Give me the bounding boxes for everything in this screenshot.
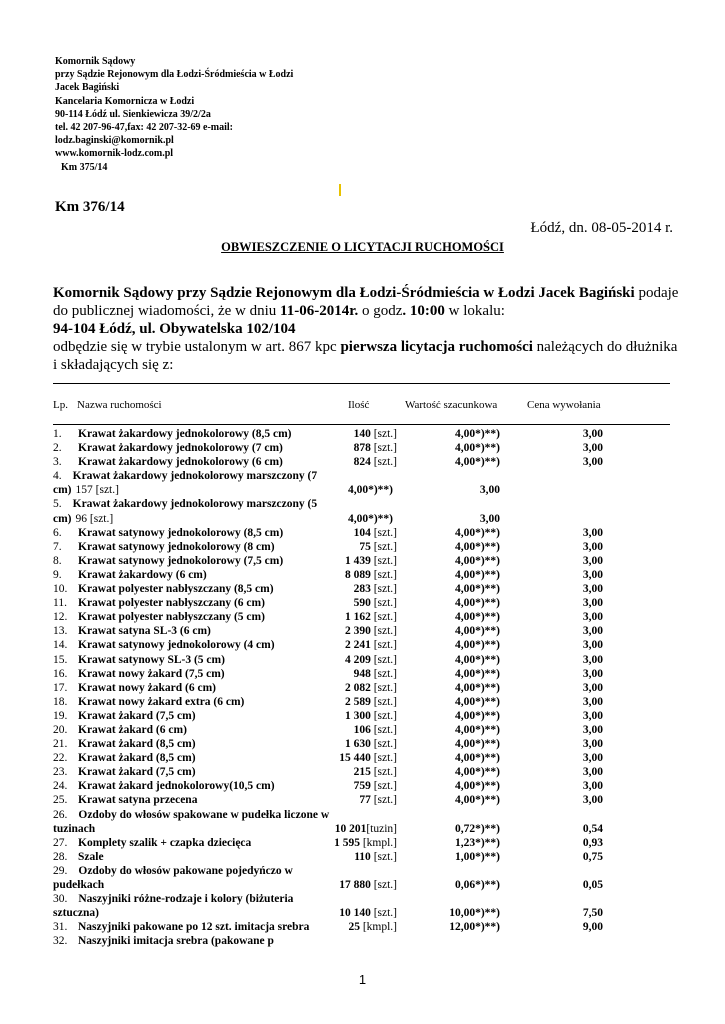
cell-qty: 25 [kmpl.]: [348, 921, 397, 934]
header-case-number: Km 375/14: [61, 161, 108, 173]
cell-name: Krawat satyna przecena: [78, 794, 198, 807]
cell-name-line-1: 29. Ozdoby do włosów pakowane pojedyńczo w: [53, 864, 293, 877]
intro-text-1: [53, 284, 683, 320]
table-row: [0, 596, 725, 610]
cell-name: Krawat satynowy jednokolorowy (7,5 cm): [78, 554, 284, 567]
cell-lp: 6.: [53, 526, 62, 539]
cell-qty: 1 162 [szt.]: [344, 611, 397, 624]
intro-paragraph: [53, 284, 683, 374]
cell-qty: 759 [szt.]: [353, 780, 397, 793]
cell-price: 3,00: [582, 625, 603, 638]
cell-name: Krawat satyna SL-3 (6 cm): [78, 625, 211, 638]
cell-price: 3,00: [582, 442, 603, 455]
col-name: Nazwa ruchomości: [77, 399, 162, 411]
cell-name: Naszyjniki imitacja srebra (pakowane p: [78, 935, 274, 948]
header-line: przy Sądzie Rejonowym dla Łodzi-Śródmieścia w Łodzi: [55, 69, 294, 81]
cell-price: 3,00: [582, 456, 603, 469]
table-row: [0, 709, 725, 723]
cell-price: 3,00: [582, 667, 603, 680]
cell-qty: 1 630 [szt.]: [344, 738, 397, 751]
cell-name: Krawat nowy żakard extra (6 cm): [78, 695, 245, 708]
cell-price: 3,00: [582, 568, 603, 581]
cell-name: Krawat polyester nabłyszczany (8,5 cm): [78, 583, 274, 596]
cell-value: 4,00*)**): [454, 667, 500, 680]
cell-qty: 104 [szt.]: [353, 526, 397, 539]
table-row: [0, 892, 725, 920]
cell-value: 4,00*)**): [454, 709, 500, 722]
cell-name: Krawat żakard (8,5 cm): [78, 752, 196, 765]
cell-value: 4,00*)**): [454, 780, 500, 793]
cell-price: 3,00: [582, 597, 603, 610]
intro-text-2: [53, 338, 683, 374]
cell-qty: 2 589 [szt.]: [344, 695, 397, 708]
cell-name: Krawat nowy żakard (6 cm): [78, 681, 216, 694]
cell-value: 0,72*)**): [454, 822, 500, 835]
table-row: [0, 554, 725, 568]
cell-price: 3,00: [582, 709, 603, 722]
table-row: [0, 469, 725, 497]
cell-price: 3,00: [582, 723, 603, 736]
cell-value: 4,00*)**): [454, 611, 500, 624]
cell-price: 3,00: [582, 540, 603, 553]
date-line: Łódź, dn. 08-05-2014 r.: [530, 220, 673, 236]
intro-span: w lokalu:: [444, 303, 505, 319]
cell-qty: 824 [szt.]: [353, 456, 397, 469]
table-row: [0, 836, 725, 850]
cell-name-line-2: pudełkach: [53, 879, 105, 891]
cell-value: 4,00*)**): [454, 428, 500, 440]
table-row: [0, 568, 725, 582]
page-number: 1: [358, 972, 367, 987]
cell-qty: 17 880 [szt.]: [339, 879, 397, 891]
cell-lp: 21.: [53, 738, 68, 751]
table-row: [0, 667, 725, 681]
divider: [53, 383, 670, 384]
cell-lp: 17.: [53, 681, 68, 694]
cell-name-line-1: 30. Naszyjniki różne-rodzaje i kolory (biżuteria: [53, 893, 294, 906]
table-row: [0, 934, 725, 948]
cell-value: 4,00*)**): [454, 456, 500, 469]
col-value: Wartość szacunkowa: [405, 399, 498, 411]
cell-value: 1,23*)**): [454, 836, 500, 849]
cell-value: 4,00*)**): [454, 526, 500, 539]
cell-value: 4,00*)**): [454, 653, 500, 666]
bailiff-header: [55, 55, 455, 174]
cell-name: Krawat żakard jednokolorowy(10,5 cm): [78, 780, 275, 793]
cell-value: 4,00*)**): [347, 512, 393, 525]
cell-price: 3,00: [582, 554, 603, 567]
cell-value: 4,00*)**): [454, 568, 500, 581]
auction-type: pierwsza licytacja ruchomości: [340, 339, 533, 355]
cell-qty: 110 [szt.]: [354, 850, 397, 863]
table-row: [0, 695, 725, 709]
cell-price: 3,00: [479, 484, 500, 497]
cell-name-line-2: cm) 96 [szt.]: [53, 512, 114, 525]
table-row: [0, 624, 725, 638]
cell-value: 4,00*)**): [454, 597, 500, 610]
cell-qty: 10 140 [szt.]: [339, 907, 397, 920]
col-lp: Lp.: [53, 399, 68, 411]
cell-name: Krawat satynowy jednokolorowy (8,5 cm): [78, 526, 284, 539]
table-row: [0, 864, 725, 892]
cell-name-line-1: 5. Krawat żakardowy jednokolorowy marszczony (5: [53, 498, 318, 511]
table-row: [0, 455, 725, 469]
table-row: [0, 920, 725, 934]
cell-value: 4,00*)**): [454, 583, 500, 596]
cell-lp: 24.: [53, 780, 68, 793]
cell-lp: 27.: [53, 836, 68, 849]
header-line: Jacek Bagiński: [55, 82, 120, 94]
cell-lp: 20.: [53, 723, 68, 736]
cell-lp: 15.: [53, 653, 68, 666]
cell-price: 3,00: [582, 639, 603, 652]
cell-price: 0,93: [582, 836, 603, 849]
cell-name-line-2: cm) 157 [szt.]: [53, 484, 119, 497]
table-row: [0, 765, 725, 779]
cell-price: 3,00: [582, 428, 603, 440]
table-row: [0, 681, 725, 695]
cell-value: 4,00*)**): [454, 442, 500, 455]
cell-value: 4,00*)**): [454, 723, 500, 736]
cell-qty: 2 241 [szt.]: [344, 639, 397, 652]
intro-span: podaje do publicznej wiadomości, że w dniu: [53, 285, 679, 319]
header-line: 90-114 Łódź ul. Sienkiewicza 39/2/2a: [55, 108, 211, 120]
cell-name: Krawat żakardowy (6 cm): [78, 568, 207, 581]
cell-lp: 12.: [53, 611, 68, 624]
cell-lp: 23.: [53, 766, 68, 779]
cell-name: Komplety szalik + czapka dziecięca: [78, 836, 252, 849]
cell-lp: 1.: [53, 428, 62, 440]
cell-value: 0,06*)**): [454, 879, 500, 891]
header-line: Komornik Sądowy: [55, 56, 136, 67]
cell-lp: 19.: [53, 709, 68, 722]
table-row: [0, 497, 725, 525]
intro-span: o godz: [358, 303, 403, 319]
cell-lp: 8.: [53, 554, 62, 567]
cell-value: 10,00*)**): [449, 907, 500, 920]
cell-price: 3,00: [582, 653, 603, 666]
cell-lp: 2.: [53, 442, 62, 455]
cell-value: 4,00*)**): [454, 554, 500, 567]
cell-value: 4,00*)**): [454, 794, 500, 807]
table-row: [0, 441, 725, 455]
cell-lp: 28.: [53, 850, 68, 863]
cell-name: Krawat żakard (6 cm): [78, 723, 187, 736]
cell-qty: 948 [szt.]: [353, 667, 397, 680]
header-line: lodz.baginski@komornik.pl: [55, 135, 174, 147]
cell-value: 1,00*)**): [454, 850, 500, 863]
cell-lp: 31.: [53, 921, 68, 934]
cell-qty: 15 440 [szt.]: [339, 752, 397, 765]
auction-date: 11-06-2014r.: [280, 303, 359, 319]
table-row: [0, 610, 725, 624]
cell-name: Krawat żakardowy jednokolorowy (7 cm): [78, 442, 283, 455]
table-row: [0, 526, 725, 540]
table-row: [0, 653, 725, 667]
cell-price: 3,00: [479, 512, 500, 525]
col-qty: Ilość: [348, 399, 370, 411]
notice-title: OBWIESZCZENIE O LICYTACJI RUCHOMOŚCI: [221, 240, 504, 254]
bailiff-name: Komornik Sądowy przy Sądzie Rejonowym dla Łodzi-Śródmieścia w Łodzi Jacek Bagiński: [53, 285, 635, 301]
cell-price: 0,05: [582, 879, 603, 891]
cell-name-line-2: sztuczna): [53, 907, 99, 920]
cell-name: Krawat żakardowy jednokolorowy (6 cm): [78, 456, 283, 469]
cell-price: 9,00: [582, 921, 603, 934]
header-line: www.komornik-lodz.com.pl: [55, 148, 174, 160]
cell-value: 4,00*)**): [454, 752, 500, 765]
cell-price: 3,00: [582, 752, 603, 765]
cell-price: 3,00: [582, 780, 603, 793]
divider: [53, 424, 670, 425]
cell-lp: 16.: [53, 667, 68, 680]
cell-name: Naszyjniki pakowane po 12 szt. imitacja srebra: [78, 921, 310, 934]
cell-lp: 7.: [53, 540, 62, 553]
cell-price: 0,75: [582, 850, 603, 863]
cell-qty: 1 595 [kmpl.]: [334, 836, 397, 849]
cell-name: Krawat żakard (7,5 cm): [78, 709, 196, 722]
cell-qty: 10 201[tuzin]: [334, 822, 397, 835]
cell-qty: 283 [szt.]: [353, 583, 397, 596]
auction-time: . 10:00: [402, 303, 445, 319]
cell-value: 12,00*)**): [449, 921, 500, 934]
table-row: [0, 638, 725, 652]
table-row: [0, 737, 725, 751]
header-line: tel. 42 207-96-47,fax: 42 207-32-69 e-mail:: [55, 122, 234, 134]
table-row: [0, 540, 725, 554]
cell-price: 3,00: [582, 583, 603, 596]
cell-price: 3,00: [582, 681, 603, 694]
cell-qty: 8 089 [szt.]: [344, 568, 397, 581]
cell-price: 3,00: [582, 738, 603, 751]
cell-price: 0,54: [582, 822, 603, 835]
case-number: Km 376/14: [55, 199, 125, 215]
cell-lp: 22.: [53, 752, 68, 765]
cell-lp: 11.: [53, 597, 67, 610]
cell-value: 4,00*)**): [454, 540, 500, 553]
cell-lp: 9.: [53, 568, 62, 581]
cell-value: 4,00*)**): [347, 484, 393, 497]
intro-span: odbędzie się w trybie ustalonym w art. 867 kpc: [53, 339, 341, 355]
cell-price: 7,50: [582, 907, 603, 920]
table-row: [0, 779, 725, 793]
intro-span: należących do dłużnika i składających się z:: [53, 339, 678, 373]
table-row: [0, 793, 725, 807]
cell-name-line-2: tuzinach: [53, 822, 96, 835]
cell-name: Krawat żakardowy jednokolorowy (8,5 cm): [78, 428, 292, 440]
cell-qty: 215 [szt.]: [353, 766, 397, 779]
cell-price: 3,00: [582, 611, 603, 624]
cell-qty: 77 [szt.]: [359, 794, 397, 807]
table-row: [0, 582, 725, 596]
cursor-mark: [339, 184, 341, 196]
cell-value: 4,00*)**): [454, 766, 500, 779]
cell-lp: 14.: [53, 639, 68, 652]
cell-lp: 32.: [53, 935, 68, 948]
cell-lp: 13.: [53, 625, 68, 638]
cell-value: 4,00*)**): [454, 738, 500, 751]
cell-qty: 2 390 [szt.]: [344, 625, 397, 638]
table-row: [0, 723, 725, 737]
cell-name: Szale: [78, 850, 104, 863]
cell-lp: 18.: [53, 695, 68, 708]
cell-price: 3,00: [582, 766, 603, 779]
cell-qty: 1 300 [szt.]: [344, 709, 397, 722]
col-price: Cena wywołania: [527, 399, 601, 411]
table-row: [0, 808, 725, 836]
cell-lp: 10.: [53, 583, 68, 596]
cell-name: Krawat satynowy SL-3 (5 cm): [78, 653, 225, 666]
cell-value: 4,00*)**): [454, 625, 500, 638]
cell-qty: 106 [szt.]: [353, 723, 397, 736]
cell-price: 3,00: [582, 794, 603, 807]
cell-name: Krawat nowy żakard (7,5 cm): [78, 667, 225, 680]
cell-name: Krawat żakard (7,5 cm): [78, 766, 196, 779]
cell-qty: 75 [szt.]: [359, 540, 397, 553]
cell-qty: 878 [szt.]: [353, 442, 397, 455]
cell-qty: 2 082 [szt.]: [344, 681, 397, 694]
cell-lp: 3.: [53, 456, 62, 469]
table-row: [0, 427, 725, 441]
cell-name-line-1: 4. Krawat żakardowy jednokolorowy marszczony (7: [53, 470, 318, 483]
cell-name-line-1: 26. Ozdoby do włosów spakowane w pudełka liczone w: [53, 808, 330, 821]
cell-lp: 25.: [53, 794, 68, 807]
cell-name: Krawat polyester nabłyszczany (5 cm): [78, 611, 265, 624]
auction-address: 94-104 Łódź, ul. Obywatelska 102/104: [53, 321, 296, 337]
cell-value: 4,00*)**): [454, 695, 500, 708]
cell-name: Krawat satynowy jednokolorowy (8 cm): [78, 540, 275, 553]
cell-name: Krawat satynowy jednokolorowy (4 cm): [78, 639, 275, 652]
cell-qty: 4 209 [szt.]: [344, 653, 397, 666]
cell-qty: 1 439 [szt.]: [344, 554, 397, 567]
cell-price: 3,00: [582, 526, 603, 539]
table-row: [0, 751, 725, 765]
cell-qty: 140 [szt.]: [353, 428, 397, 440]
cell-name: Krawat polyester nabłyszczany (6 cm): [78, 597, 265, 610]
items-table: [0, 427, 725, 948]
table-row: [0, 850, 725, 864]
header-line: Kancelaria Komornicza w Łodzi: [55, 95, 195, 107]
cell-qty: 590 [szt.]: [353, 597, 397, 610]
cell-price: 3,00: [582, 695, 603, 708]
cell-name: Krawat żakard (8,5 cm): [78, 738, 196, 751]
cell-value: 4,00*)**): [454, 639, 500, 652]
cell-value: 4,00*)**): [454, 681, 500, 694]
